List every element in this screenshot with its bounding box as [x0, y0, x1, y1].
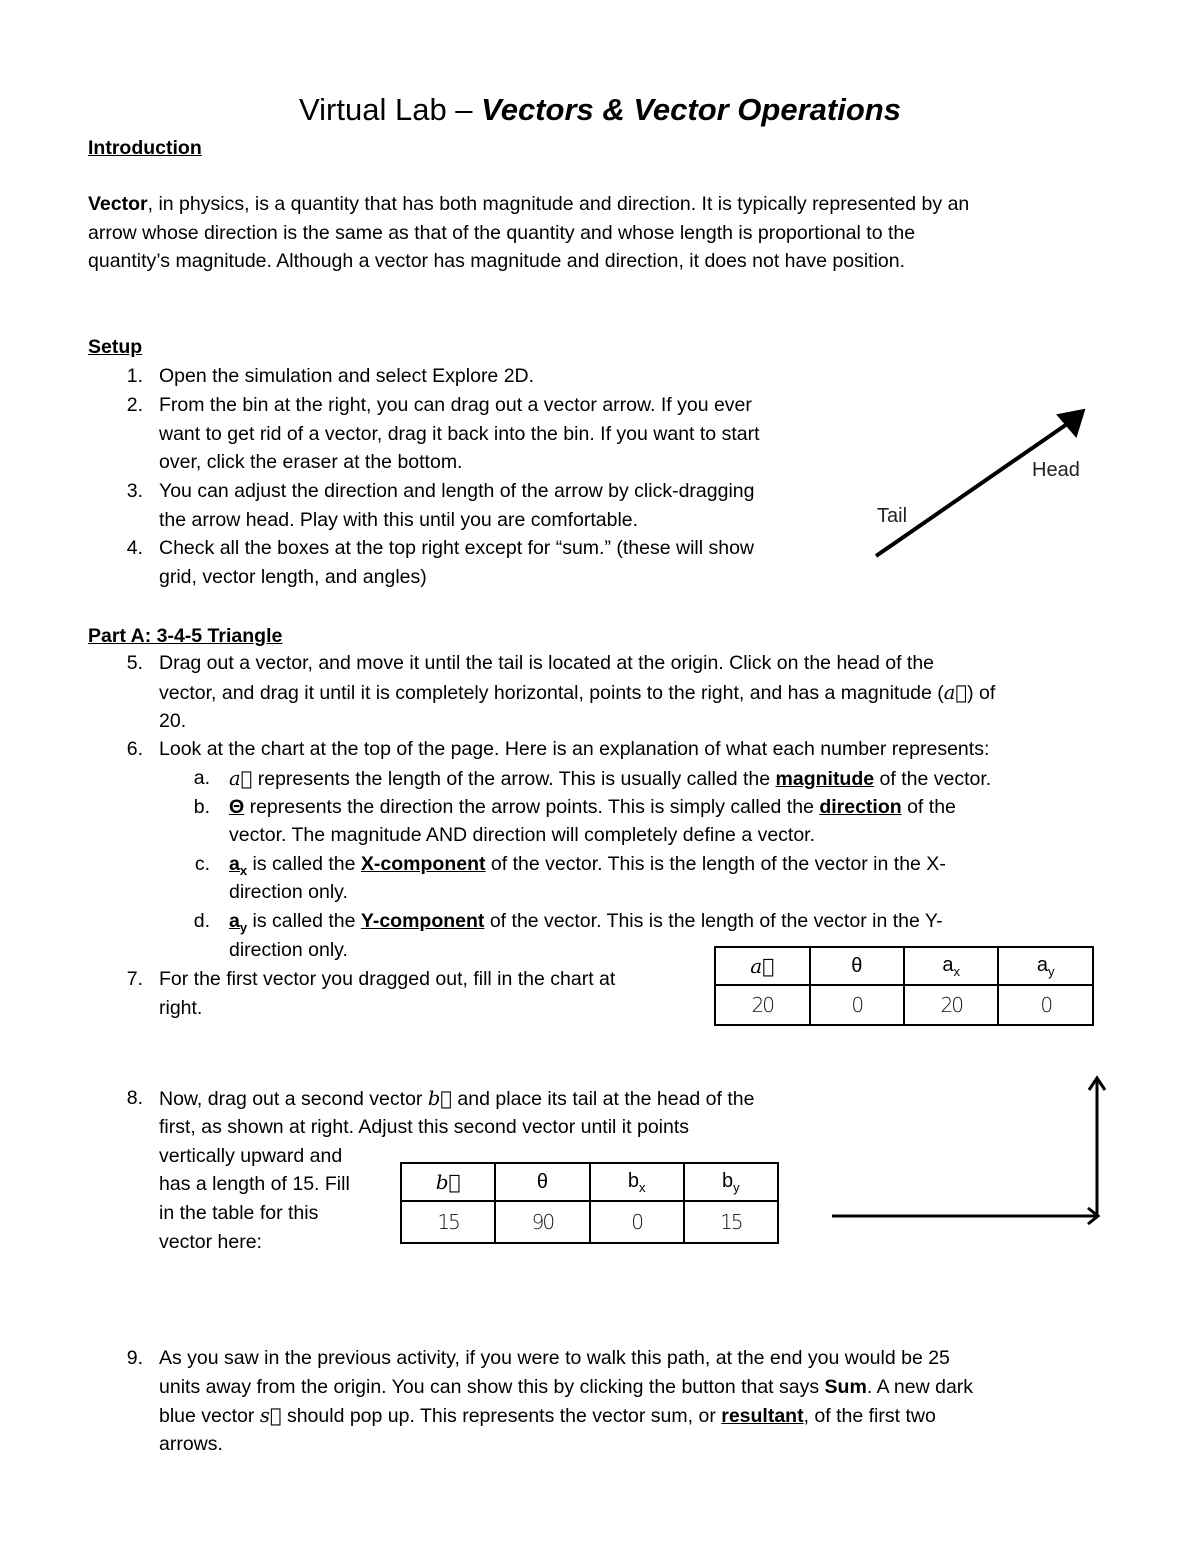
setup-num-3: 3.: [126, 480, 143, 502]
setup-item-2-line-2: want to get rid of a vector, drag it back into the bin. If you want to start: [159, 423, 760, 445]
item-8-num: 8.: [126, 1087, 143, 1109]
value-ay[interactable]: 0: [998, 985, 1093, 1025]
setup-item-3-line-2: the arrow head. Play with this until you are comfortable.: [159, 509, 639, 531]
header-a-magnitude: a⃗: [715, 947, 810, 985]
setup-item-2-line-1: From the bin at the right, you can drag out a vector arrow. If you ever: [159, 394, 752, 416]
header-ax: $a_x$: [904, 947, 999, 985]
vector-arrow-shaft: [876, 422, 1070, 556]
page-title: Virtual Lab – Vectors & Vector Operations: [299, 92, 901, 127]
header-ay: $a_y$: [998, 947, 1093, 985]
item-8-line-6: vector here:: [159, 1231, 262, 1253]
value-b-magnitude[interactable]: 15: [401, 1201, 495, 1243]
item-5-num: 5.: [126, 652, 143, 674]
part-a-heading: Part A: 3-4-5 Triangle: [88, 625, 283, 647]
vector-b-table: [400, 1162, 779, 1244]
item-6a-text: a⃗ represents the length of the arrow. This is usually called the magnitude of the vector.: [229, 767, 992, 790]
vector-a-table: [714, 946, 1094, 1026]
item-6d-line-2: direction only.: [229, 939, 348, 961]
item-6b-text: Θ represents the direction the arrow points. This is simply called the direction of the: [229, 796, 956, 818]
value-a-magnitude[interactable]: 20: [715, 985, 810, 1025]
setup-item-1: Open the simulation and select Explore 2D.: [159, 365, 535, 387]
header-bx: $b_x$: [590, 1163, 684, 1201]
item-9-line-3: blue vector s⃗ should pop up. This represents the vector sum, or resultant, of the first two: [159, 1404, 936, 1427]
tail-label: Tail: [877, 505, 908, 527]
item-8-line-4: has a length of 15. Fill: [159, 1173, 350, 1195]
setup-num-4: 4.: [126, 537, 143, 559]
vector-arrow-head: [1058, 410, 1084, 436]
intro-heading: Introduction: [88, 137, 202, 159]
tip-to-tail-diagram: [826, 1070, 1116, 1230]
item-8-line-5: in the table for this: [159, 1202, 319, 1224]
item-6c-letter: c.: [194, 853, 210, 875]
item-6d-letter: d.: [193, 910, 210, 932]
value-ax[interactable]: 20: [904, 985, 999, 1025]
item-5-line-2: vector, and drag it until it is completely horizontal, points to the right, and has a magnitude (a⃗) of: [159, 681, 996, 704]
head-label: Head: [1032, 459, 1080, 481]
value-bx[interactable]: 0: [590, 1201, 684, 1243]
item-6b-line-2: vector. The magnitude AND direction will completely define a vector.: [229, 824, 816, 846]
item-8-line-1: Now, drag out a second vector b⃗ and place its tail at the head of the: [159, 1087, 755, 1110]
item-9-line-1: As you saw in the previous activity, if you were to walk this path, at the end you would be 25: [159, 1347, 950, 1369]
item-6-num: 6.: [126, 738, 143, 760]
item-7-num: 7.: [126, 968, 143, 990]
setup-num-2: 2.: [126, 394, 143, 416]
table-value-row: [401, 1201, 778, 1243]
header-b-magnitude: b⃗: [401, 1163, 495, 1201]
item-9-line-2: units away from the origin. You can show this by clicking the button that says Sum. A new dark: [159, 1376, 974, 1398]
item-8-line-3: vertically upward and: [159, 1145, 343, 1167]
item-6c-text: $a_x$ is called the X-component of the vector. This is the length of the vector in the X-: [229, 853, 946, 878]
header-theta: θ: [495, 1163, 589, 1201]
item-6a-letter: a.: [193, 767, 210, 789]
setup-num-1: 1.: [126, 365, 143, 387]
value-theta[interactable]: 90: [495, 1201, 589, 1243]
item-7-line-2: right.: [159, 997, 203, 1019]
table-header-row: [401, 1163, 778, 1201]
setup-heading: Setup: [88, 336, 143, 358]
setup-item-3-line-1: You can adjust the direction and length of the arrow by click-dragging: [159, 480, 755, 502]
item-6d-text: $a_y$ is called the Y-component of the vector. This is the length of the vector in the Y-: [229, 910, 943, 935]
item-9-line-4: arrows.: [159, 1433, 223, 1455]
value-theta[interactable]: 0: [810, 985, 904, 1025]
head-tail-arrow-diagram: [860, 398, 1100, 568]
table-header-row: [715, 947, 1093, 985]
setup-item-4-line-2: grid, vector length, and angles): [159, 566, 427, 588]
item-5-line-1: Drag out a vector, and move it until the tail is located at the origin. Click on the head of the: [159, 652, 935, 674]
table-value-row: [715, 985, 1093, 1025]
value-by[interactable]: 15: [684, 1201, 778, 1243]
intro-line-1: Vector, in physics, is a quantity that has both magnitude and direction. It is typically represented by an: [88, 193, 970, 215]
item-5-line-3: 20.: [159, 710, 187, 732]
header-theta: θ: [810, 947, 904, 985]
header-by: $b_y$: [684, 1163, 778, 1201]
item-9-num: 9.: [126, 1347, 143, 1369]
intro-line-3: quantity’s magnitude. Although a vector has magnitude and direction, it does not have position.: [88, 250, 906, 272]
item-8-line-2: first, as shown at right. Adjust this second vector until it points: [159, 1116, 690, 1138]
item-6c-line-2: direction only.: [229, 881, 348, 903]
setup-item-2-line-3: over, click the eraser at the bottom.: [159, 451, 463, 473]
item-6-line-1: Look at the chart at the top of the page. Here is an explanation of what each number represents:: [159, 738, 990, 760]
setup-item-4-line-1: Check all the boxes at the top right except for “sum.” (these will show: [159, 537, 755, 559]
intro-line-2: arrow whose direction is the same as that of the quantity and whose length is proportional to the: [88, 222, 916, 244]
item-7-line-1: For the first vector you dragged out, fill in the chart at: [159, 968, 616, 990]
item-6b-letter: b.: [193, 796, 210, 818]
